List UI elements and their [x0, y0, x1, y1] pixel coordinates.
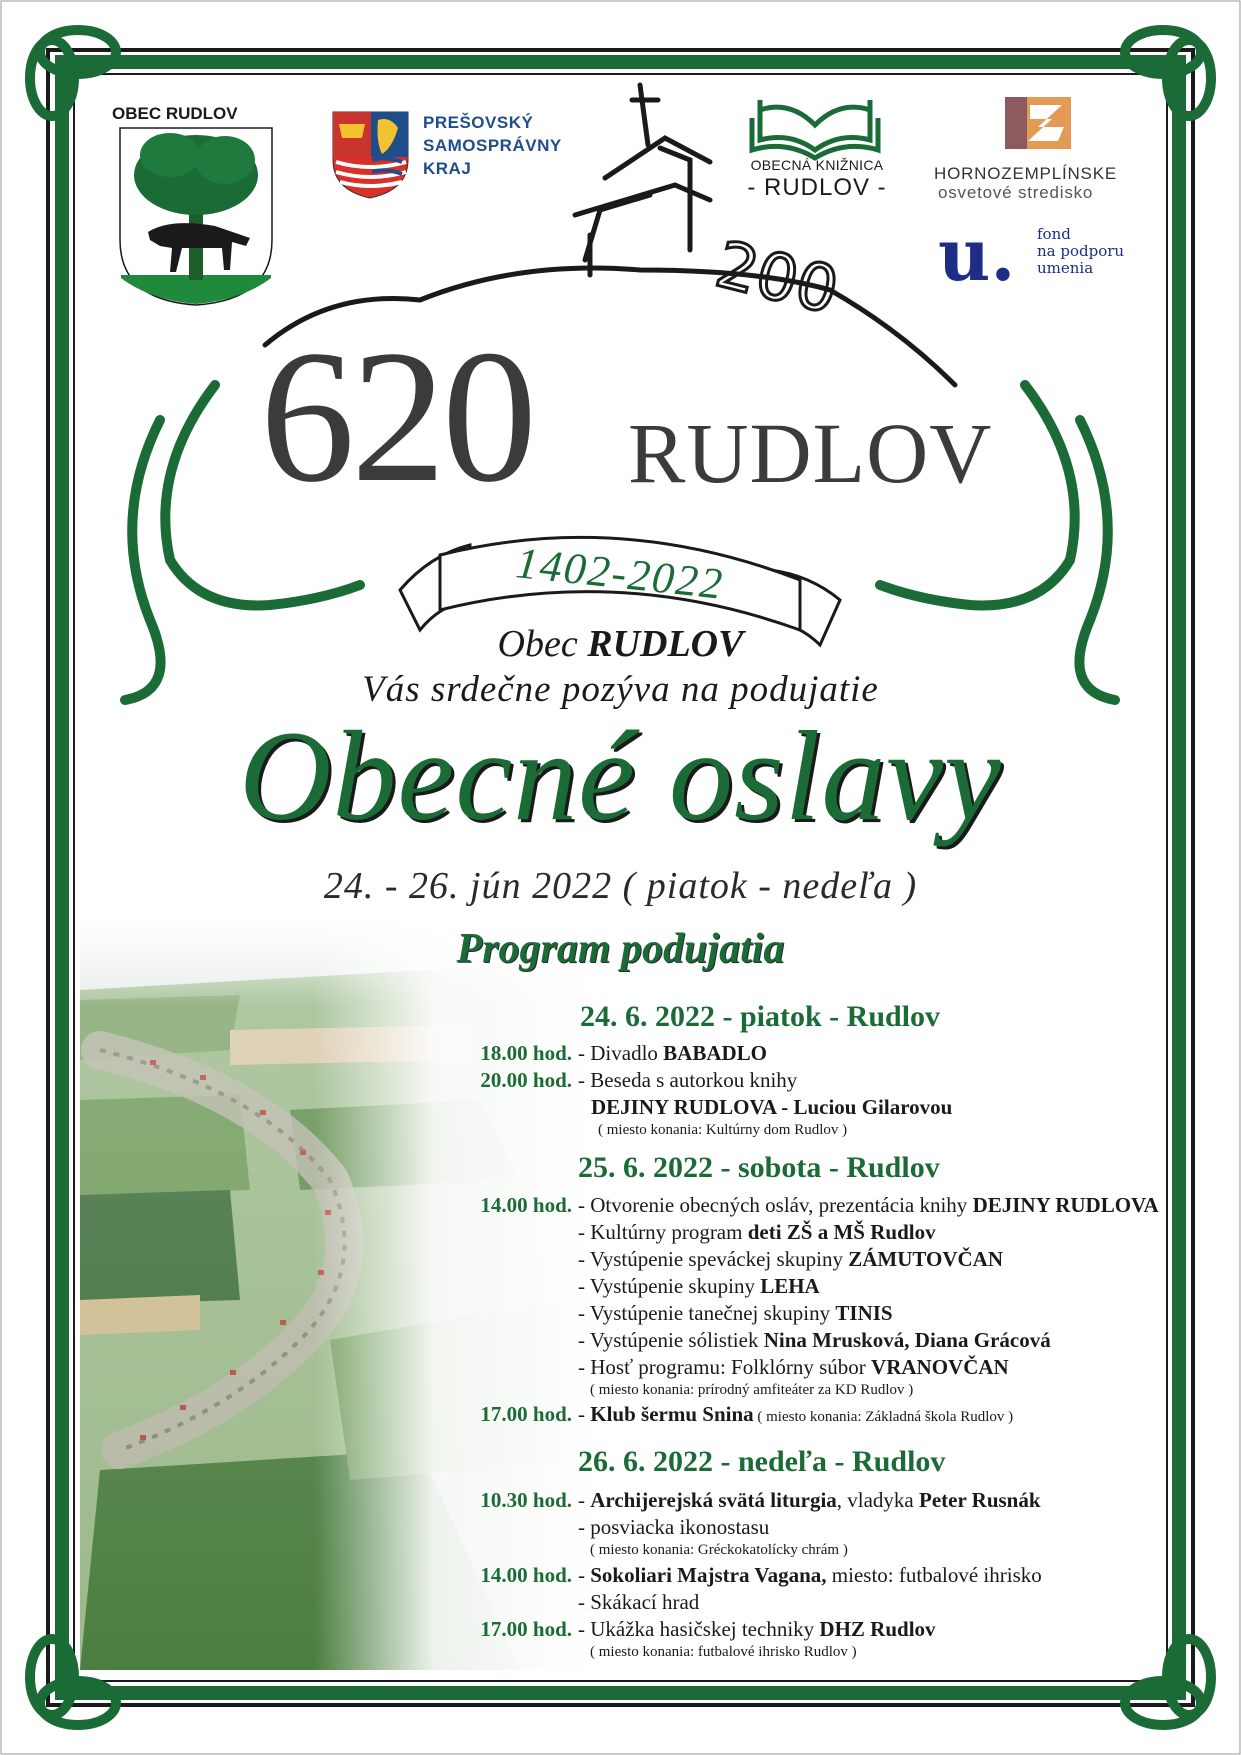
presov-region-name	[423, 111, 562, 180]
row-text: -	[578, 1563, 591, 1587]
coat-of-arms	[120, 128, 272, 305]
event-date: 24. - 26. jún 2022 ( piatok - nedeľa )	[323, 865, 918, 907]
day2-row2	[578, 1220, 936, 1245]
day3-location1: ( miesto konania: Gréckokatolícky chrám )	[590, 1542, 848, 1558]
row-small: ( miesto konania: Základná škola Rudlov )	[753, 1409, 1014, 1425]
fpu-name	[1037, 226, 1124, 277]
anniversary-number: 620	[260, 312, 533, 522]
event-title: Obecné oslavy	[239, 705, 1002, 847]
day3-row6	[578, 1617, 936, 1642]
row-text: -	[578, 1402, 591, 1426]
row-bold: LEHA	[760, 1274, 820, 1298]
row-bold: BABADLO	[663, 1041, 768, 1065]
invite-prefix: Obec	[497, 623, 578, 665]
row-text: - Otvorenie obecných osláv	[578, 1193, 809, 1217]
library-name-line1: OBECNÁ KNIŽNICA	[750, 157, 884, 173]
day2-time2: 17.00 hod.	[480, 1402, 572, 1426]
row-text: -	[578, 1488, 591, 1512]
day2-row7	[578, 1355, 1009, 1380]
day2-location: ( miesto konania: prírodný amfiteáter za KD Rudlov )	[590, 1382, 914, 1398]
library-book-logo	[752, 100, 878, 158]
day3-row4	[578, 1563, 1042, 1588]
day1-time1: 18.00 hod.	[480, 1041, 572, 1065]
presov-region-line: KRAJ	[423, 159, 472, 178]
day3-heading: 26. 6. 2022 - nedeľa - Rudlov	[578, 1445, 946, 1478]
row-bold: ZÁMUTOVČAN	[848, 1247, 1004, 1271]
fpu-line: umenia	[1037, 259, 1094, 277]
day1-row3: DEJINY RUDLOVA - Luciou Gilarovou	[591, 1095, 953, 1119]
hornozemplinske-logo	[1005, 97, 1071, 149]
day2-heading: 25. 6. 2022 - sobota - Rudlov	[578, 1151, 940, 1184]
day3-row1	[578, 1488, 1041, 1513]
row-text: - Vystúpenie skupiny	[578, 1274, 761, 1298]
day3-location2: ( miesto konania: futbalové ihrisko Rudlov )	[590, 1644, 857, 1660]
fpu-line: na podporu	[1037, 242, 1125, 260]
row-bold: TINIS	[835, 1301, 893, 1325]
row-text: - Divadlo	[578, 1041, 664, 1065]
day1-location: ( miesto konania: Kultúrny dom Rudlov )	[598, 1122, 848, 1138]
row-bold: Nina Mrusková, Diana Grácová	[763, 1328, 1051, 1352]
row-bold: VRANOVČAN	[871, 1355, 1009, 1379]
church-number: 200	[708, 227, 846, 330]
row-text: - Ukážka hasičskej techniky	[578, 1617, 820, 1641]
years-range: 1402-2022	[513, 538, 727, 609]
row-text: - Hosť programu: Folklórny súbor	[578, 1355, 872, 1379]
day2-row3	[578, 1247, 1003, 1272]
row-bold: Sokoliari Majstra Vagana,	[590, 1563, 827, 1587]
day2-time1: 14.00 hod.	[480, 1193, 572, 1217]
hornozemplinske-subtitle: osvetové stredisko	[938, 183, 1094, 202]
fpu-logo-mark: u.	[938, 212, 1016, 297]
program-title: Program podujatia	[456, 926, 785, 972]
row-text: - Vystúpenie speváckej skupiny	[578, 1247, 849, 1271]
day3-time3: 17.00 hod.	[480, 1617, 572, 1641]
day2-row1	[578, 1193, 1159, 1218]
village-name: RUDLOV	[628, 405, 993, 501]
row-bold: DEJINY RUDLOVA	[972, 1193, 1159, 1217]
coat-of-arms-title: OBEC RUDLOV	[112, 104, 238, 123]
row-bold: Peter Rusnák	[919, 1488, 1041, 1512]
day2-row9	[578, 1402, 1013, 1427]
invite-line1	[0, 622, 1241, 666]
row-text: - Vystúpenie tanečnej skupiny	[578, 1301, 836, 1325]
presov-region-line: SAMOSPRÁVNY	[423, 136, 562, 155]
row-text: - Vystúpenie sólistiek	[578, 1328, 764, 1352]
day2-row4	[578, 1274, 820, 1299]
hornozemplinske-name: HORNOZEMPLÍNSKE	[934, 164, 1117, 183]
row-text: , prezentácia knihy	[808, 1193, 973, 1217]
day1-time2: 20.00 hod.	[480, 1068, 572, 1092]
invite-line2: Vás srdečne pozýva na podujatie	[362, 669, 879, 710]
day3-row2: - posviacka ikonostasu	[578, 1515, 770, 1539]
row-text: miesto: futbalové ihrisko	[826, 1563, 1042, 1587]
fpu-line: fond	[1037, 225, 1071, 243]
day3-time2: 14.00 hod.	[480, 1563, 572, 1587]
row-text: - Kultúrny program	[578, 1220, 748, 1244]
row-bold: DHZ Rudlov	[819, 1617, 936, 1641]
presov-region-line: PREŠOVSKÝ	[423, 113, 534, 132]
day3-row5: - Skákací hrad	[578, 1590, 700, 1614]
day2-row6	[578, 1328, 1051, 1353]
day1-row2: - Beseda s autorkou knihy	[578, 1068, 798, 1092]
day1-row1	[578, 1041, 767, 1066]
day3-time1: 10.30 hod.	[480, 1488, 572, 1512]
library-name-line2: - RUDLOV -	[747, 174, 887, 201]
row-bold: Klub šermu Snina	[590, 1402, 754, 1426]
row-bold: Archijerejská svätá liturgia	[590, 1488, 837, 1512]
presov-region-coat-of-arms	[333, 112, 408, 198]
row-bold: deti ZŠ a MŠ Rudlov	[747, 1220, 936, 1244]
day1-heading: 24. 6. 2022 - piatok - Rudlov	[580, 1000, 941, 1033]
row-text: , vladyka	[836, 1488, 920, 1512]
aerial-landscape-photo	[80, 915, 600, 1670]
day2-row5	[578, 1301, 893, 1326]
invite-village: RUDLOV	[587, 623, 744, 665]
